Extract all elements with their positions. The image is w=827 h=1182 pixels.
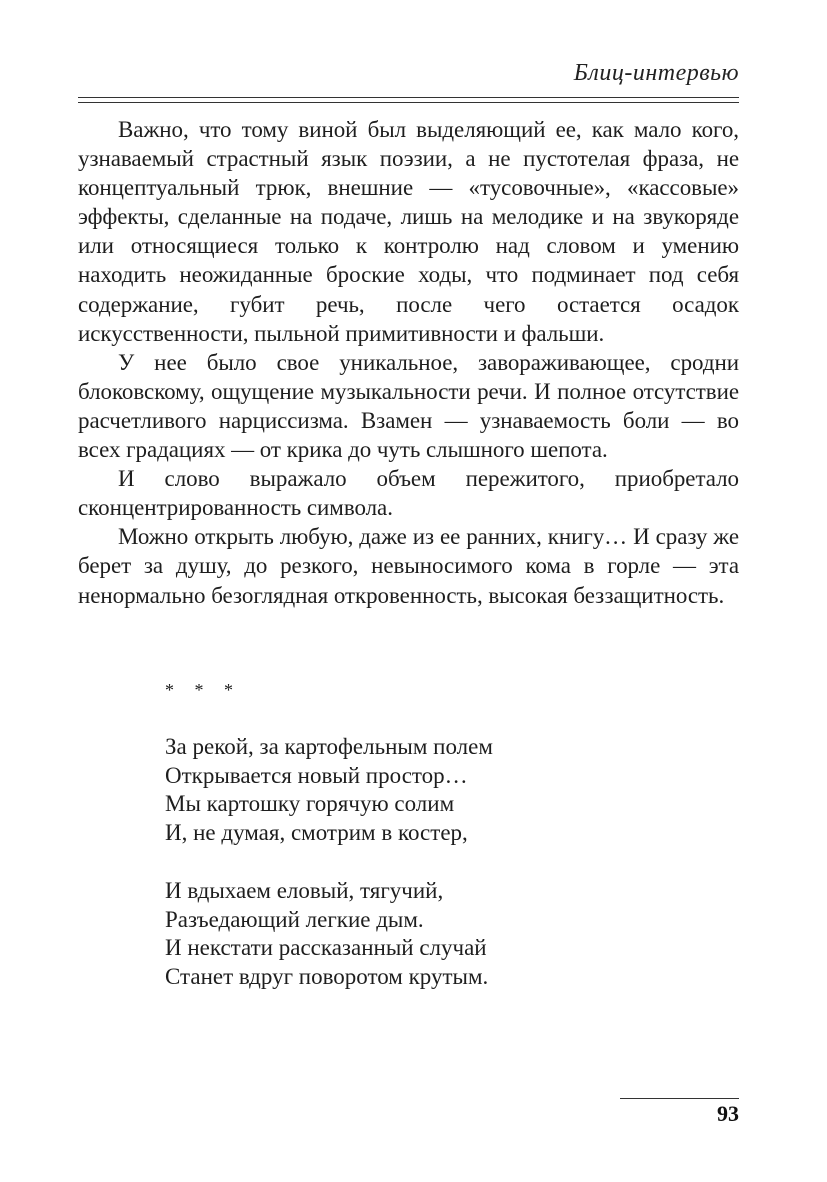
header-rule-top <box>78 97 739 98</box>
running-header-title: Блиц-интервью <box>573 60 739 86</box>
poem-separator: * * * <box>165 680 241 700</box>
page-number: 93 <box>717 1101 739 1126</box>
poem-line: И, не думая, смотрим в костер, <box>165 820 468 846</box>
poem-line: Открывается новый простор… <box>165 762 468 788</box>
poem-stanza <box>165 733 493 848</box>
poem-line: Станет вдруг поворотом крутым. <box>165 964 489 990</box>
poem-line: За рекой, за картофельным полем <box>165 733 493 759</box>
paragraph: И слово выражало объем пережитого, приобретало сконцентрированность символа. <box>78 466 739 521</box>
paragraph: У нее было свое уникальное, завораживающее, сродни блоковскому, ощущение музыкальности речи. И полное отсутствие расчетливого нарциссизма. Взамен — узнаваемость боли — во всех градациях — от крика до чуть слышного шепота. <box>78 349 739 463</box>
poem-line: Мы картошку горячую солим <box>165 791 455 817</box>
paragraph: Важно, что тому виной был выделяющий ее, как мало кого, узнаваемый страстный язык поэзии, а не пустотелая фраза, не концептуальный трюк, внешние — «тусовочные», «кассовые» эффекты, сделанные на подаче, лишь на мелодике и на звукоряде или относящиеся только к контролю над словом и умению находить неожиданные броские ходы, что подминает под себя содержание, губит речь, после чего остается осадок искусственности, пыльной примитивности и фальши. <box>78 117 739 346</box>
poem-line: Разъедающий легкие дым. <box>165 906 424 932</box>
poem <box>165 676 493 1021</box>
poem-stanza <box>165 877 493 992</box>
header-rule-bottom <box>78 102 739 103</box>
poem-line: И вдыхаем еловый, тягучий, <box>165 877 444 903</box>
paragraph: Можно открыть любую, даже из ее ранних, книгу… И сразу же берет за душу, до резкого, невыносимого кома в горле — эта ненормально безоглядная откровенность, высокая беззащитность. <box>78 524 739 608</box>
poem-line: И некстати рассказанный случай <box>165 935 487 961</box>
footer-rule <box>620 1098 739 1099</box>
body-text <box>78 115 739 610</box>
